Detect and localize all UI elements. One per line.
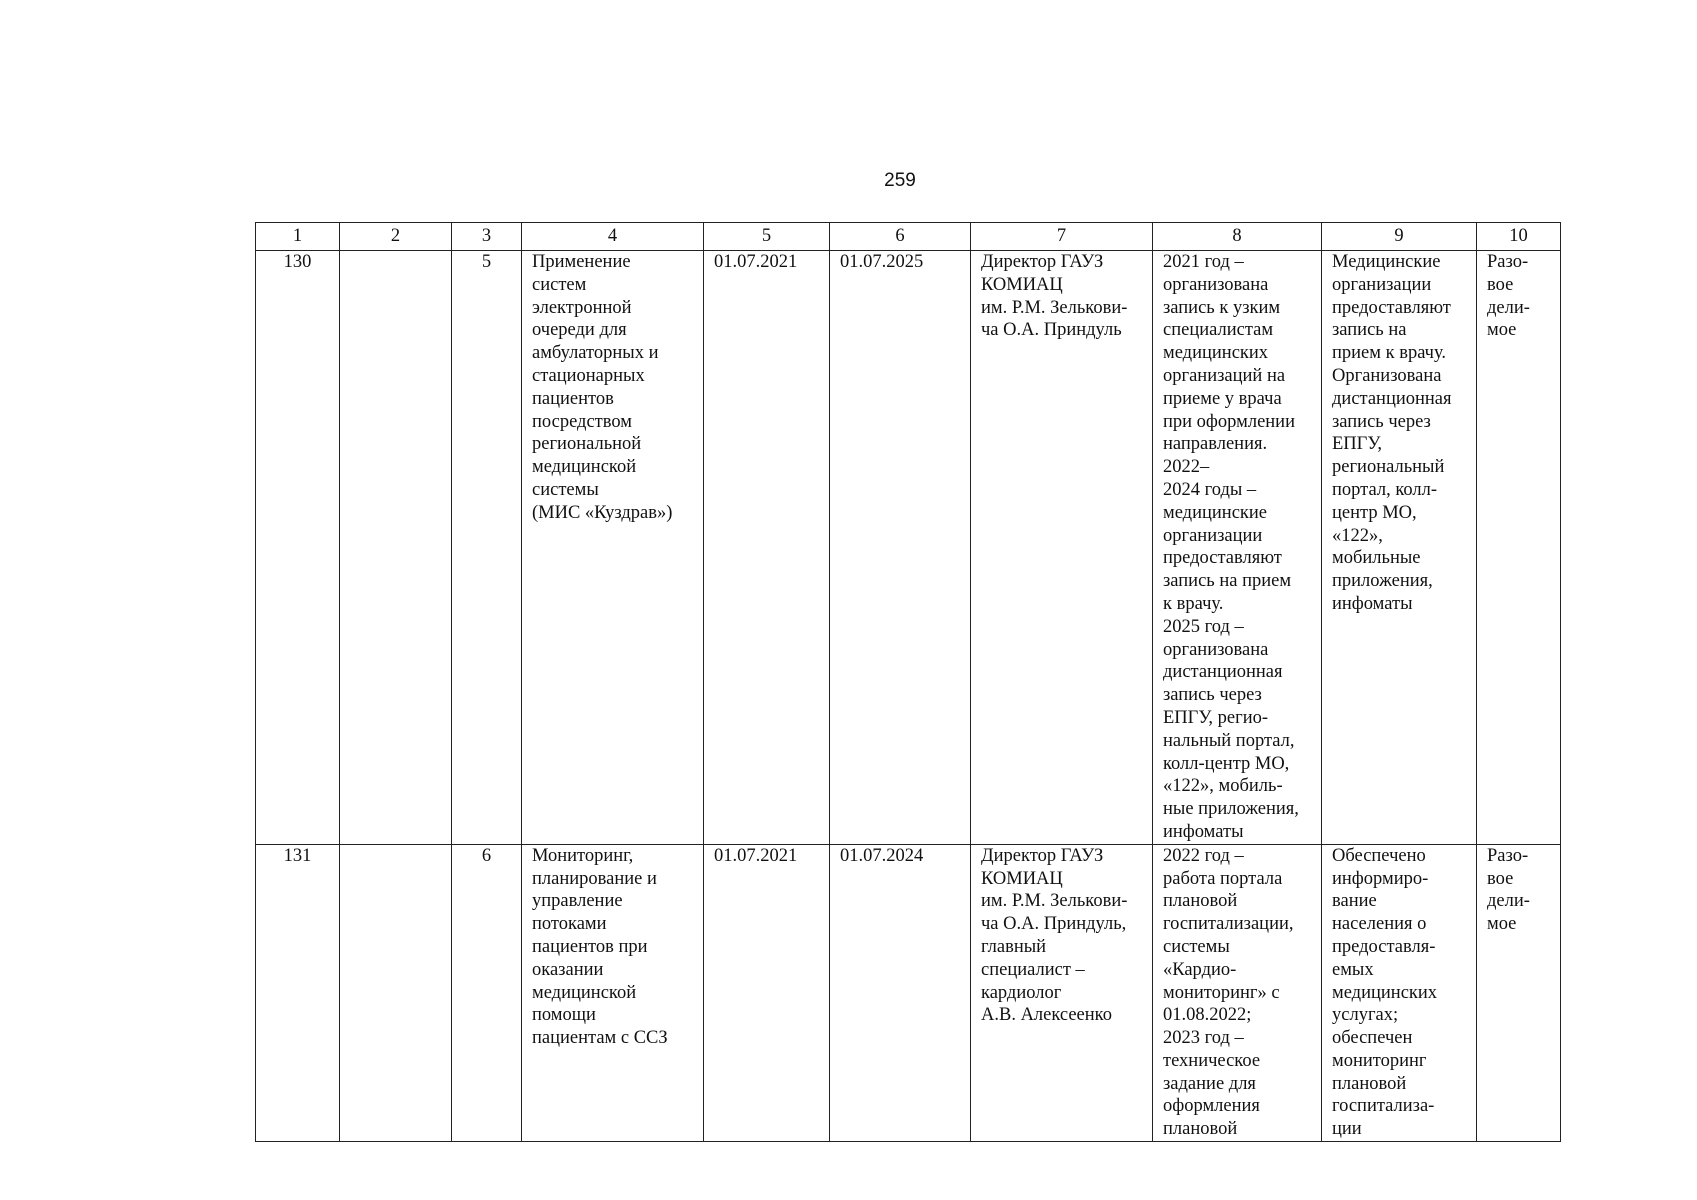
start-date: 01.07.2021: [704, 844, 830, 1141]
indicator-description: Медицинские организации предоставляют запись на прием к врачу. Организована дистанционная запись через ЕПГУ, региональный портал, колл- центр МО, «122», мобильные приложения, инфоматы: [1322, 251, 1477, 845]
expected-result: 2021 год – организована запись к узким специалистам медицинских организаций на приеме у врача при оформлении направления. 2022– 2024 годы – медицинские организации предоставляют запись на прием к врачу. 2025 год – организована дистанционная запись через ЕПГУ, регио- нальный портал, колл-центр МО, «122», мобиль- ные приложения, инфоматы: [1153, 251, 1322, 845]
responsible-person: Директор ГАУЗ КОМИАЦ им. Р.М. Зелькови- ча О.А. Приндуль: [971, 251, 1153, 845]
table-cell: [340, 844, 452, 1141]
result-type: Разо- вое дели- мое: [1477, 251, 1561, 845]
column-header: 9: [1322, 223, 1477, 251]
result-type: Разо- вое дели- мое: [1477, 844, 1561, 1141]
expected-result: 2022 год – работа портала плановой госпитализации, системы «Кардио- мониторинг» с 01.08.2022; 2023 год – техническое задание для оформления плановой: [1153, 844, 1322, 1141]
start-date: 01.07.2021: [704, 251, 830, 845]
item-number: 6: [452, 844, 522, 1141]
end-date: 01.07.2024: [830, 844, 971, 1141]
column-header: 1: [256, 223, 340, 251]
table-row: [256, 251, 1561, 845]
column-header: 3: [452, 223, 522, 251]
row-number: 131: [256, 844, 340, 1141]
page-number: 259: [884, 170, 916, 191]
activity-description: Мониторинг, планирование и управление потоками пациентов при оказании медицинской помощи пациентам с ССЗ: [522, 844, 704, 1141]
column-header: 10: [1477, 223, 1561, 251]
table-cell: [340, 251, 452, 845]
column-number-row: [256, 223, 1561, 251]
end-date: 01.07.2025: [830, 251, 971, 845]
column-header: 2: [340, 223, 452, 251]
item-number: 5: [452, 251, 522, 845]
responsible-person: Директор ГАУЗ КОМИАЦ им. Р.М. Зелькови- ча О.А. Приндуль, главный специалист – кардиолог А.В. Алексеенко: [971, 844, 1153, 1141]
column-header: 5: [704, 223, 830, 251]
row-number: 130: [256, 251, 340, 845]
column-header: 8: [1153, 223, 1322, 251]
column-header: 7: [971, 223, 1153, 251]
table-row: [256, 844, 1561, 1141]
plan-table: [255, 222, 1561, 1142]
column-header: 4: [522, 223, 704, 251]
column-header: 6: [830, 223, 971, 251]
activity-description: Применение систем электронной очереди для амбулаторных и стационарных пациентов посредством региональной медицинской системы (МИС «Куздрав»): [522, 251, 704, 845]
indicator-description: Обеспечено информиро- вание населения о предоставля- емых медицинских услугах; обеспечен мониторинг плановой госпитализа- ции: [1322, 844, 1477, 1141]
